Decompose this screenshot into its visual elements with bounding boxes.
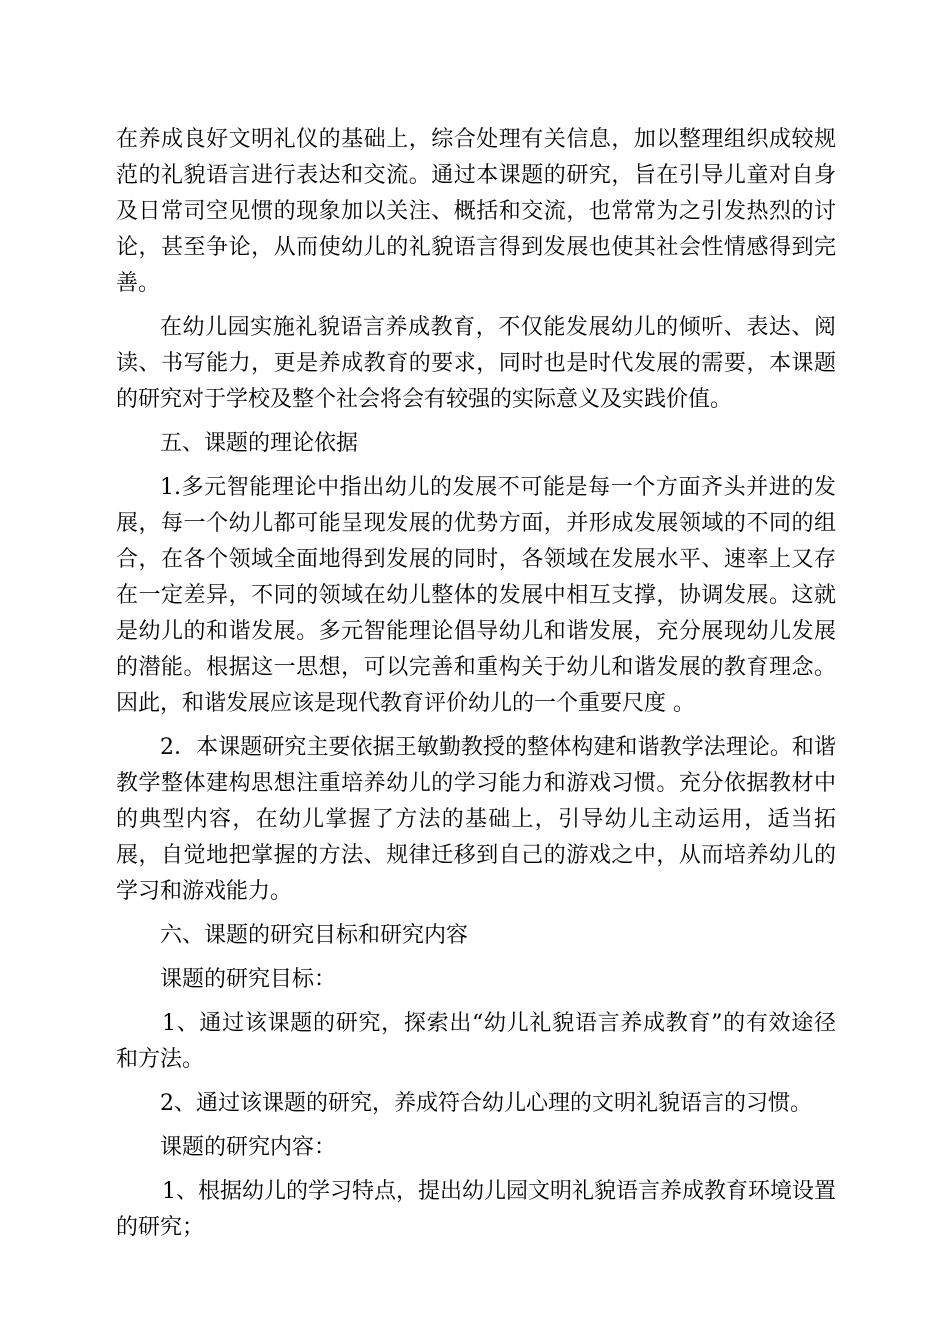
content-item-1: 1、根据幼儿的学习特点，提出幼儿园文明礼貌语言养成教育环境设置的研究； — [116, 1179, 836, 1240]
goal-item-1: 1、通过该课题的研究，探索出“幼儿礼貌语言养成教育”的有效途径和方法。 — [116, 1011, 836, 1072]
section-heading-theory: 五、课题的理论依据 — [160, 431, 359, 456]
document-body — [116, 122, 836, 1254]
paragraph-significance: 在幼儿园实施礼貌语言养成教育，不仅能发展幼儿的倾听、表达、阅读、书写能力，更是养成教育的要求，同时也是时代发展的需要，本课题的研究对于学校及整个社会将会有较强的实际意义及实践价值。 — [116, 315, 836, 412]
goal-item-2: 2、通过该课题的研究，养成符合幼儿心理的文明礼貌语言的习惯。 — [160, 1091, 812, 1116]
paragraph-theory-1: 1.多元智能理论中指出幼儿的发展不可能是每一个方面齐头并进的发展，每一个幼儿都可能呈现发展的优势方面，并形成发展领域的不同的组合，在各个领域全面地得到发展的同时，各领域在发展水平、速率上又存在一定差异，不同的领域在幼儿整体的发展中相互支撑，协调发展。这就是幼儿的和谐发展。多元智能理论倡导幼儿和谐发展，充分展现幼儿发展的潜能。根据这一思想，可以完善和重构关于幼儿和谐发展的教育理念。因此，和谐发展应该是现代教育评价幼儿的一个重要尺度 。 — [116, 475, 836, 716]
section-heading-goals: 六、课题的研究目标和研究内容 — [160, 923, 469, 948]
subheading-contents: 课题的研究内容： — [160, 1135, 337, 1160]
paragraph-theory-2: 2．本课题研究主要依据王敏勤教授的整体构建和谐教学法理论。和谐教学整体建构思想注重培养幼儿的学习能力和游戏习惯。充分依据教材中的典型内容，在幼儿掌握了方法的基础上，引导幼儿主动运用，适当拓展，自觉地把掌握的方法、规律迁移到自己的游戏之中，从而培养幼儿的学习和游戏能力。 — [116, 735, 836, 904]
paragraph-continuation: 在养成良好文明礼仪的基础上，综合处理有关信息，加以整理组织成较规范的礼貌语言进行表达和交流。通过本课题的研究，旨在引导儿童对自身及日常司空见惯的现象加以关注、概括和交流，也常常为之引发热烈的讨论，甚至争论，从而使幼儿的礼貌语言得到发展也使其社会性情感得到完善。 — [116, 127, 836, 296]
subheading-goals: 课题的研究目标： — [160, 967, 337, 992]
